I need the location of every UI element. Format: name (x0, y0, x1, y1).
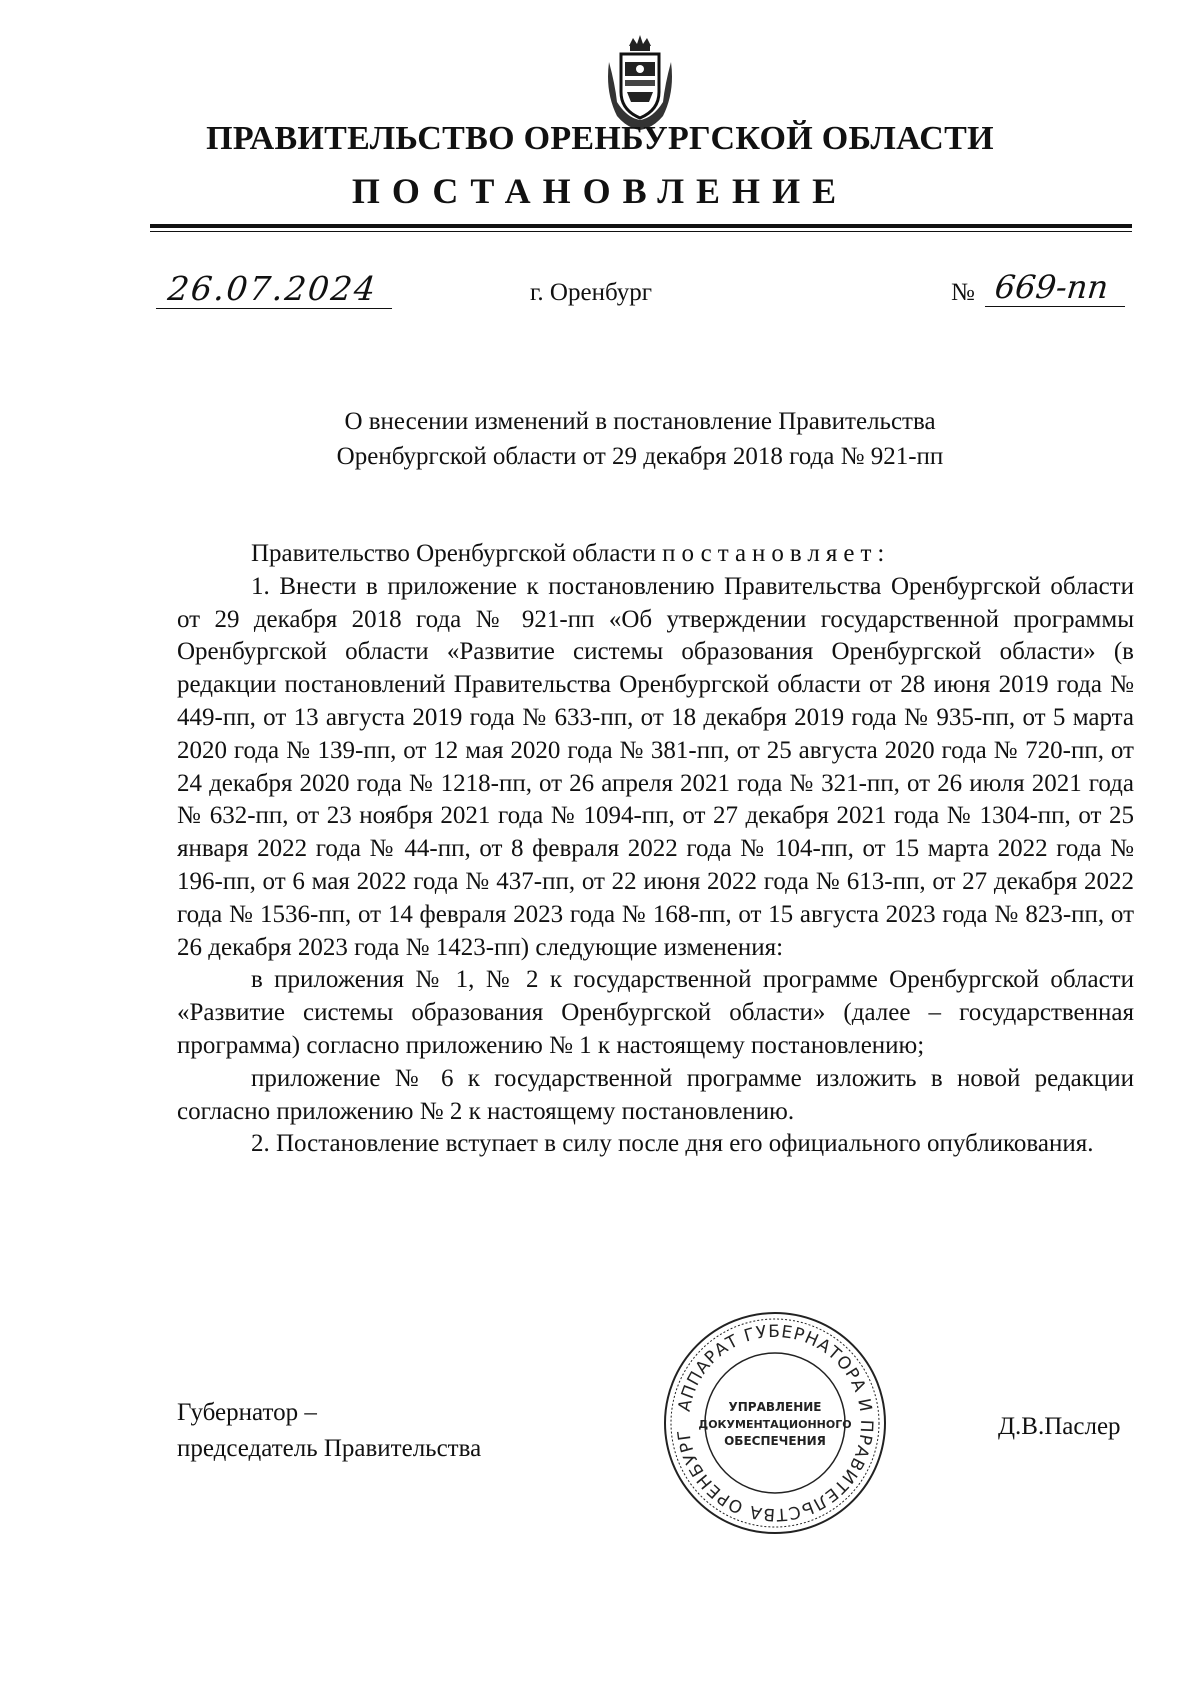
preamble-paragraph (177, 538, 1134, 571)
document-number: 669-пп (985, 268, 1129, 307)
signatory-title-line-1: Губернатор – (177, 1399, 317, 1426)
document-number-label: № (951, 279, 975, 306)
stamp-center-line-3: ОБЕСПЕЧЕНИЯ (724, 1434, 826, 1448)
paragraph-1: 1. Внести в приложение к постановлению Правительства Оренбургской области от 29 декабря 2018 года № 921-пп «Об утверждении государственной программы Оренбургской области «Развитие системы образования Оренбургской области» (в редакции постановлений Правительства Оренбургской области от 28 июня 2019 года № 449-пп, от 13 августа 2019 года № 633-пп, от 18 декабря 2019 года № 935-пп, от 5 марта 2020 года № 139-пп, от 12 мая 2020 года № 381-пп, от 25 августа 2020 года № 720-пп, от 24 декабря 2020 года № 1218-пп, от 26 апреля 2021 года № 321-пп, от 26 июля 2021 года № 632-пп, от 23 ноября 2021 года № 1094-пп, от 27 декабря 2021 года № 1304-пп, от 25 января 2022 года № 44-пп, от 8 февраля 2022 года № 104-пп, от 15 марта 2022 года № 196-пп, от 6 мая 2022 года № 437-пп, от 22 июня 2022 года № 613-пп, от 27 декабря 2022 года № 1536-пп, от 14 февраля 2023 года № 168-пп, от 15 августа 2023 года № 823-пп, от 26 декабря 2023 года № 1423-пп) следующие изменения: (177, 572, 1134, 961)
preamble-colon: : (877, 540, 885, 567)
document-type-title: ПОСТАНОВЛЕНИЕ (351, 171, 849, 211)
signatory-title-line-2: председатель Правительства (177, 1435, 482, 1462)
document-date: 26.07.2024 (156, 270, 396, 309)
document-subject (200, 404, 1080, 474)
stamp-ring-text: АППАРАТ ГУБЕРНАТОРА И ПРАВИТЕЛЬСТВА ОРЕНБУРГ (674, 1321, 877, 1525)
signatory-name: Д.В.Паслер (998, 1413, 1121, 1440)
coat-of-arms-emblem (603, 32, 677, 132)
preamble-verb: постановляет (662, 540, 878, 567)
document-body (177, 538, 1134, 1161)
header-divider-thick (150, 224, 1132, 228)
organization-title: ПРАВИТЕЛЬСТВО ОРЕНБУРГСКОЙ ОБЛАСТИ (206, 120, 994, 157)
paragraph-4: 2. Постановление вступает в силу после дня его официального опубликования. (251, 1130, 1094, 1158)
subject-line-1: О внесении изменений в постановление Правительства (344, 408, 936, 435)
document-city: г. Оренбург (530, 279, 652, 306)
official-stamp (660, 1308, 890, 1538)
signatory-title (177, 1395, 481, 1467)
header-divider-thin (150, 231, 1132, 232)
stamp-center-line-1: УПРАВЛЕНИЕ (728, 1400, 822, 1414)
subject-line-2: Оренбургской области от 29 декабря 2018 года № 921-пп (336, 443, 944, 470)
paragraph-3: приложение № 6 к государственной программе изложить в новой редакции согласно приложению № 2 к настоящему постановлению. (177, 1064, 1134, 1125)
preamble-lead: Правительство Оренбургской области (251, 540, 663, 567)
svg-text:АППАРАТ ГУБЕРНАТОРА И ПРАВИТЕЛ (660, 1308, 876, 1524)
stamp-center-line-2: ДОКУМЕНТАЦИОННОГО (698, 1418, 852, 1431)
paragraph-2: в приложения № 1, № 2 к государственной программе Оренбургской области «Развитие системы образования Оренбургской области» (далее – государственная программа) согласно приложению № 1 к настоящему постановлению; (177, 966, 1134, 1059)
